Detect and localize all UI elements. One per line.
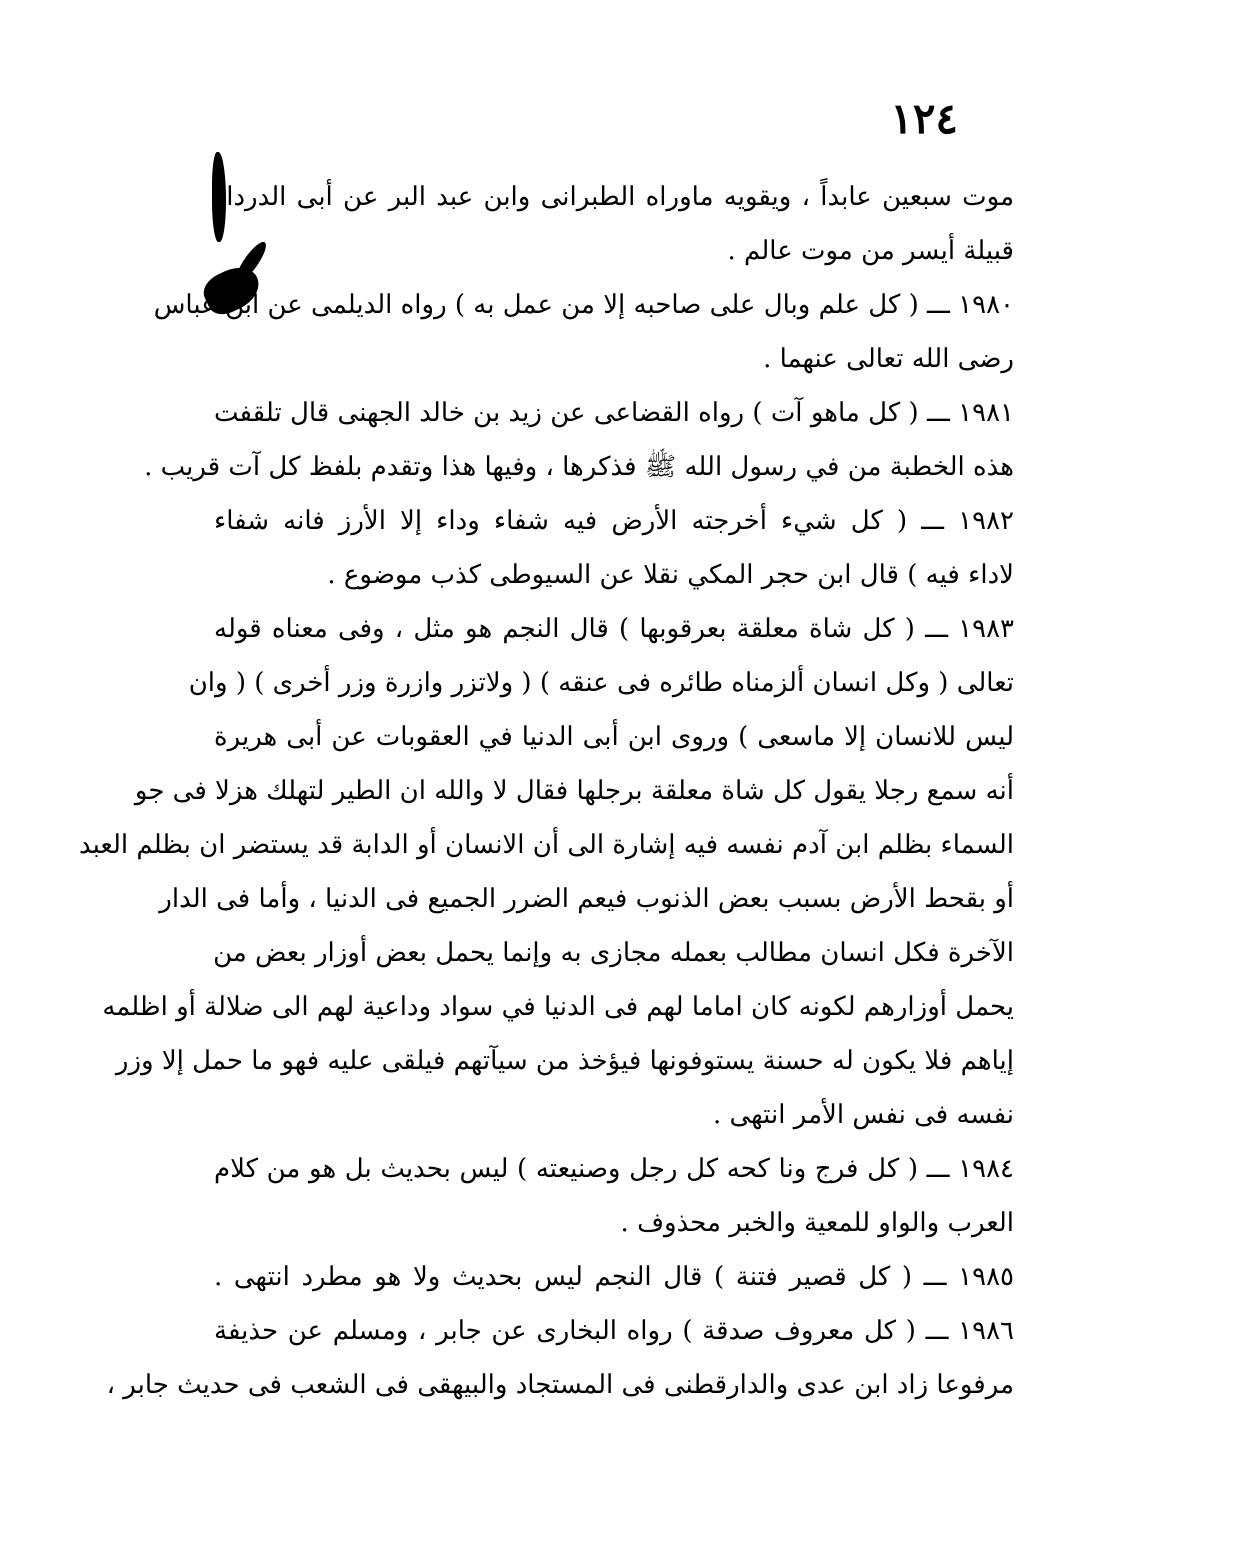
text-line: الآخرة فكل انسان مطالب بعمله مجازى به وإنما يحمل بعض أوزار بعض من <box>213 938 1014 968</box>
page-number: ١٢٤ <box>890 94 958 143</box>
text-line: هذه الخطبة من في رسول الله ﷺ فذكرها ، وفيها هذا وتقدم بلفظ كل آت قريب . <box>144 452 1014 482</box>
text-line: العرب والواو للمعية والخبر محذوف . <box>620 1208 1014 1238</box>
text-line: ١٩٨٠ ـــ ( كل علم وبال على صاحبه إلا من عمل به ) رواه الديلمى عن ابن عباس <box>153 290 1014 320</box>
text-line: ١٩٨٢ ـــ ( كل شيء أخرجته الأرض فيه شفاء وداء إلا الأرز فانه شفاء <box>214 506 1014 536</box>
text-line: ١٩٨٤ ـــ ( كل فرج ونا كحه كل رجل وصنيعته ) ليس بحديث بل هو من كلام <box>214 1154 1014 1184</box>
text-line: إياهم فلا يكون له حسنة يستوفونها فيؤخذ من سيآتهم فيلقى عليه فهو ما حمل إلا وزر <box>115 1046 1014 1076</box>
text-line: موت سبعين عابداً ، ويقويه ماوراه الطبرانى وابن عبد البر عن أبى الدرداء <box>214 182 1014 212</box>
text-line: ١٩٨٦ ـــ ( كل معروف صدقة ) رواه البخارى عن جابر ، ومسلم عن حذيفة <box>214 1316 1014 1346</box>
text-line: مرفوعا زاد ابن عدى والدارقطنى فى المستجاد والبيهقى فى الشعب فى حديث جابر ، <box>106 1370 1014 1400</box>
text-line: السماء بظلم ابن آدم نفسه فيه إشارة الى أن الانسان أو الدابة قد يستضر ان بظلم العبد <box>78 830 1014 860</box>
text-line: ١٩٨٥ ـــ ( كل قصير فتنة ) قال النجم ليس بحديث ولا هو مطرد انتهى . <box>214 1262 1014 1292</box>
text-line: يحمل أوزارهم لكونه كان اماما لهم فى الدنيا في سواد وداعية لهم الى ضلالة أو اظلمه <box>102 992 1014 1022</box>
text-line: ١٩٨٣ ـــ ( كل شاة معلقة بعرقوبها ) قال النجم هو مثل ، وفى معناه قوله <box>214 614 1014 644</box>
text-line: أنه سمع رجلا يقول كل شاة معلقة برجلها فقال لا والله ان الطير لتهلك هزلا فى جو <box>134 776 1014 806</box>
text-line: ليس للانسان إلا ماسعى ) وروى ابن أبى الدنيا في العقوبات عن أبى هريرة <box>214 722 1014 752</box>
body-text <box>78 170 1014 1412</box>
text-line: تعالى ( وكل انسان ألزمناه طائره فى عنقه ) ( ولاتزر وازرة وزر أخرى ) ( وان <box>188 668 1014 698</box>
text-line: ١٩٨١ ـــ ( كل ماهو آت ) رواه القضاعى عن زيد بن خالد الجهنى قال تلقفت <box>214 398 1014 428</box>
text-line: نفسه فى نفس الأمر انتهى . <box>712 1100 1014 1130</box>
text-line: قبيلة أيسر من موت عالم . <box>727 236 1014 266</box>
text-line: رضى الله تعالى عنهما . <box>763 344 1014 374</box>
text-line: لاداء فيه ) قال ابن حجر المكي نقلا عن السيوطى كذب موضوع . <box>327 560 1014 590</box>
text-line: أو بقحط الأرض بسبب بعض الذنوب فيعم الضرر الجميع فى الدنيا ، وأما فى الدار <box>159 884 1014 914</box>
